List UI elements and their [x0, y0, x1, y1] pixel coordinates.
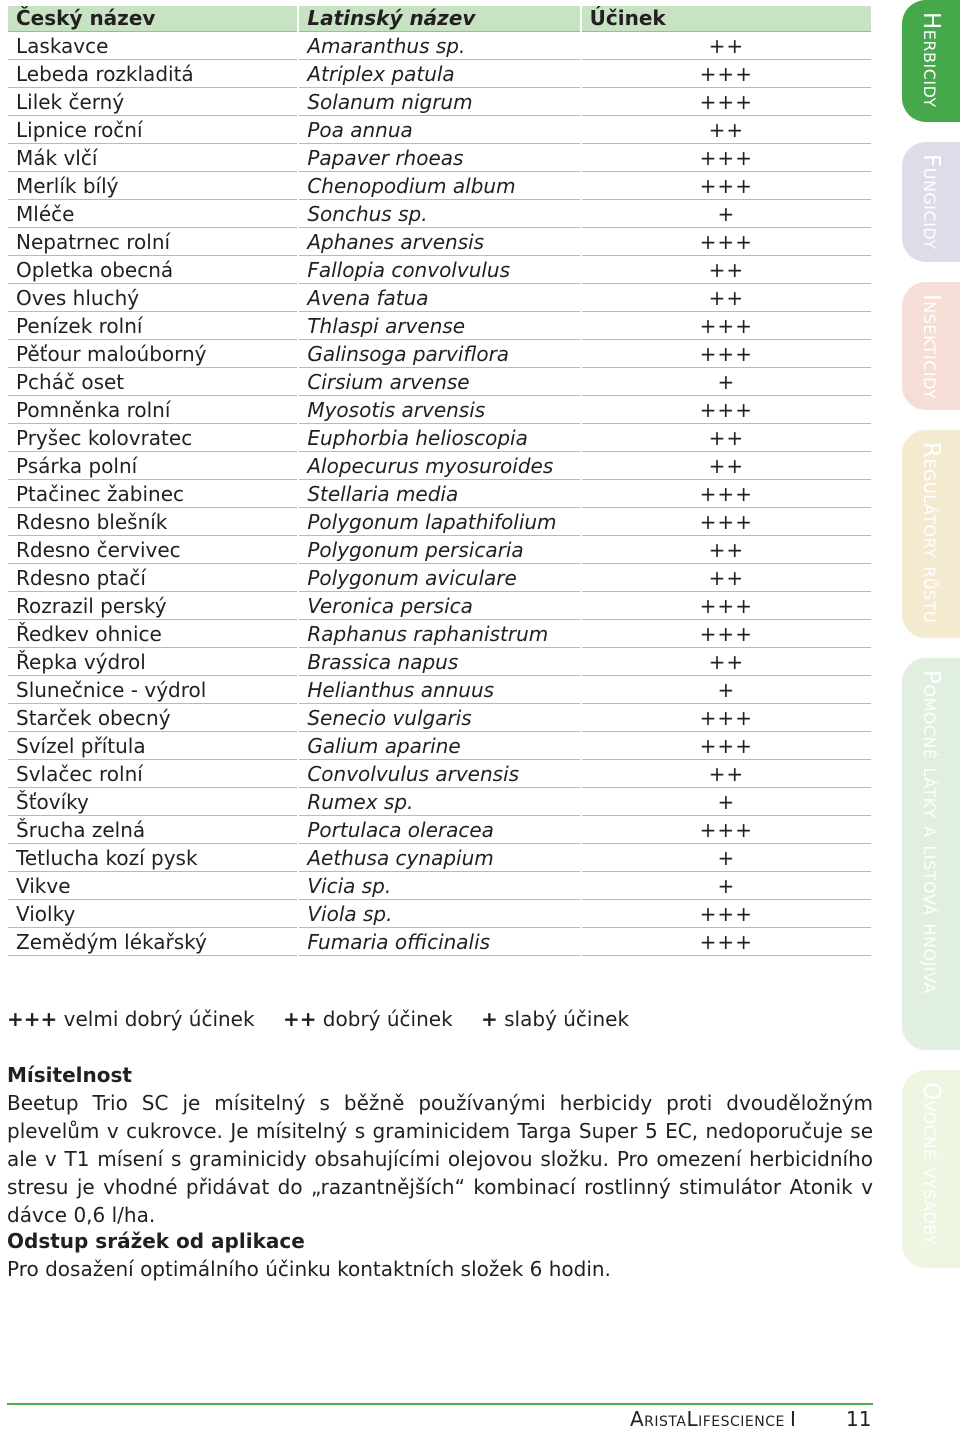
- cell-effect: +: [582, 370, 871, 396]
- table-row: [8, 286, 871, 312]
- cell-effect: ++: [582, 566, 871, 592]
- cell-czech-name: Psárka polní: [8, 454, 297, 480]
- cell-czech-name: Šťovíky: [8, 790, 297, 816]
- table-row: [8, 482, 871, 508]
- rainfast-text: Pro dosažení optimálního účinku kontaktních složek 6 hodin.: [7, 1257, 611, 1281]
- cell-effect: +++: [582, 398, 871, 424]
- cell-czech-name: Ptačinec žabinec: [8, 482, 297, 508]
- cell-latin-name: Sonchus sp.: [299, 202, 579, 228]
- efficacy-legend: [7, 1005, 651, 1033]
- table-row: [8, 790, 871, 816]
- cell-latin-name: Stellaria media: [299, 482, 579, 508]
- tab-fungicides[interactable]: Fungicidy: [902, 142, 960, 262]
- cell-effect: +: [582, 678, 871, 704]
- cell-effect: ++: [582, 286, 871, 312]
- table-row: [8, 538, 871, 564]
- weed-efficacy-table: [6, 4, 873, 958]
- cell-czech-name: Svízel přítula: [8, 734, 297, 760]
- cell-latin-name: Portulaca oleracea: [299, 818, 579, 844]
- cell-czech-name: Merlík bílý: [8, 174, 297, 200]
- cell-effect: ++: [582, 454, 871, 480]
- table-row: [8, 34, 871, 60]
- cell-latin-name: Aphanes arvensis: [299, 230, 579, 256]
- cell-latin-name: Aethusa cynapium: [299, 846, 579, 872]
- cell-latin-name: Amaranthus sp.: [299, 34, 579, 60]
- cell-latin-name: Raphanus raphanistrum: [299, 622, 579, 648]
- cell-effect: ++: [582, 426, 871, 452]
- table-row: [8, 902, 871, 928]
- cell-effect: +++: [582, 146, 871, 172]
- cell-czech-name: Svlačec rolní: [8, 762, 297, 788]
- table-row: [8, 762, 871, 788]
- cell-latin-name: Senecio vulgaris: [299, 706, 579, 732]
- tab-adjuvants-foliar-fertilizers[interactable]: Pomocné látky a listová hnojiva: [902, 658, 960, 1050]
- cell-effect: +++: [582, 818, 871, 844]
- table-row: [8, 118, 871, 144]
- cell-latin-name: Atriplex patula: [299, 62, 579, 88]
- cell-czech-name: Tetlucha kozí pysk: [8, 846, 297, 872]
- cell-latin-name: Fumaria officinalis: [299, 930, 579, 956]
- footer-separator: I: [790, 1407, 796, 1431]
- cell-effect: ++: [582, 538, 871, 564]
- cell-czech-name: Pomněnka rolní: [8, 398, 297, 424]
- cell-latin-name: Papaver rhoeas: [299, 146, 579, 172]
- footer-divider: [7, 1403, 873, 1405]
- cell-czech-name: Starček obecný: [8, 706, 297, 732]
- cell-czech-name: Rozrazil perský: [8, 594, 297, 620]
- table-row: [8, 62, 871, 88]
- table-row: [8, 594, 871, 620]
- cell-effect: +++: [582, 90, 871, 116]
- cell-effect: +++: [582, 342, 871, 368]
- table-row: [8, 734, 871, 760]
- cell-latin-name: Fallopia convolvulus: [299, 258, 579, 284]
- weed-efficacy-table-wrap: [6, 4, 873, 958]
- header-effect: Účinek: [582, 6, 871, 32]
- cell-czech-name: Nepatrnec rolní: [8, 230, 297, 256]
- cell-latin-name: Alopecurus myosuroides: [299, 454, 579, 480]
- table-header-row: [8, 6, 871, 32]
- table-row: [8, 146, 871, 172]
- tab-growth-regulators[interactable]: Regulátory růstu: [902, 430, 960, 638]
- cell-czech-name: Řepka výdrol: [8, 650, 297, 676]
- cell-latin-name: Euphorbia helioscopia: [299, 426, 579, 452]
- cell-effect: +++: [582, 510, 871, 536]
- table-row: [8, 90, 871, 116]
- cell-czech-name: Violky: [8, 902, 297, 928]
- cell-latin-name: Poa annua: [299, 118, 579, 144]
- cell-effect: ++: [582, 650, 871, 676]
- table-row: [8, 706, 871, 732]
- table-row: [8, 370, 871, 396]
- cell-effect: +++: [582, 482, 871, 508]
- table-row: [8, 454, 871, 480]
- cell-czech-name: Opletka obecná: [8, 258, 297, 284]
- cell-latin-name: Helianthus annuus: [299, 678, 579, 704]
- cell-latin-name: Galinsoga parviflora: [299, 342, 579, 368]
- cell-czech-name: Lebeda rozkladitá: [8, 62, 297, 88]
- cell-czech-name: Rdesno ptačí: [8, 566, 297, 592]
- cell-effect: +: [582, 790, 871, 816]
- cell-czech-name: Oves hluchý: [8, 286, 297, 312]
- cell-effect: ++: [582, 762, 871, 788]
- table-row: [8, 874, 871, 900]
- table-row: [8, 846, 871, 872]
- cell-czech-name: Pcháč oset: [8, 370, 297, 396]
- cell-effect: +++: [582, 930, 871, 956]
- cell-czech-name: Pryšec kolovratec: [8, 426, 297, 452]
- footer-brand-logo-text: AristaLifescience: [630, 1407, 785, 1431]
- table-row: [8, 650, 871, 676]
- table-row: [8, 398, 871, 424]
- cell-effect: +: [582, 874, 871, 900]
- table-row: [8, 818, 871, 844]
- cell-czech-name: Penízek rolní: [8, 314, 297, 340]
- legend-item-weak: + slabý účinek: [481, 1007, 630, 1031]
- cell-latin-name: Polygonum aviculare: [299, 566, 579, 592]
- table-row: [8, 426, 871, 452]
- cell-effect: +++: [582, 230, 871, 256]
- cell-czech-name: Mléče: [8, 202, 297, 228]
- table-body: [8, 34, 871, 956]
- cell-latin-name: Viola sp.: [299, 902, 579, 928]
- table-row: [8, 930, 871, 956]
- legend-item-very-good: +++ velmi dobrý účinek: [7, 1007, 255, 1031]
- table-row: [8, 230, 871, 256]
- cell-effect: +++: [582, 734, 871, 760]
- table-row: [8, 510, 871, 536]
- cell-latin-name: Veronica persica: [299, 594, 579, 620]
- cell-czech-name: Zemědým lékařský: [8, 930, 297, 956]
- cell-effect: ++: [582, 258, 871, 284]
- cell-effect: +++: [582, 62, 871, 88]
- cell-effect: ++: [582, 34, 871, 60]
- cell-czech-name: Mák vlčí: [8, 146, 297, 172]
- cell-czech-name: Lilek černý: [8, 90, 297, 116]
- cell-czech-name: Lipnice roční: [8, 118, 297, 144]
- cell-effect: +++: [582, 902, 871, 928]
- tab-insecticides[interactable]: Insekticidy: [902, 282, 960, 410]
- cell-latin-name: Vicia sp.: [299, 874, 579, 900]
- cell-czech-name: Ředkev ohnice: [8, 622, 297, 648]
- cell-czech-name: Rdesno blešník: [8, 510, 297, 536]
- tab-orchards[interactable]: Ovocné výsadby: [902, 1070, 960, 1268]
- cell-latin-name: Myosotis arvensis: [299, 398, 579, 424]
- table-row: [8, 202, 871, 228]
- cell-effect: +: [582, 846, 871, 872]
- cell-effect: ++: [582, 118, 871, 144]
- table-row: [8, 678, 871, 704]
- cell-latin-name: Galium aparine: [299, 734, 579, 760]
- tab-herbicides[interactable]: Herbicidy: [902, 0, 960, 122]
- cell-effect: +++: [582, 314, 871, 340]
- cell-effect: +: [582, 202, 871, 228]
- cell-effect: +++: [582, 622, 871, 648]
- mixability-title: Mísitelnost: [7, 1063, 132, 1087]
- header-czech-name: Český název: [8, 6, 297, 32]
- table-row: [8, 566, 871, 592]
- page-number: 11: [846, 1407, 872, 1431]
- table-row: [8, 314, 871, 340]
- cell-latin-name: Cirsium arvense: [299, 370, 579, 396]
- table-row: [8, 174, 871, 200]
- cell-effect: +++: [582, 706, 871, 732]
- rainfast-title: Odstup srážek od aplikace: [7, 1229, 305, 1253]
- mixability-text: Beetup Trio SC je mísitelný s běžně používanými herbicidy proti dvouděložným plevelům v cukrovce. Je mísitelný s graminicidem Targa Super 5 EC, nedoporučuje se ale v T1 mísení s graminicidy obsahujícími olejovou složku. Pro omezení herbicidního stresu je vhodné přidávat do „razantnějších“ kombinací rostlinný stimulátor Atonik v dávce 0,6 l/ha.: [7, 1091, 873, 1227]
- cell-latin-name: Brassica napus: [299, 650, 579, 676]
- cell-latin-name: Polygonum lapathifolium: [299, 510, 579, 536]
- cell-czech-name: Vikve: [8, 874, 297, 900]
- cell-czech-name: Rdesno červivec: [8, 538, 297, 564]
- cell-latin-name: Polygonum persicaria: [299, 538, 579, 564]
- cell-effect: +++: [582, 174, 871, 200]
- cell-latin-name: Solanum nigrum: [299, 90, 579, 116]
- table-row: [8, 622, 871, 648]
- cell-latin-name: Avena fatua: [299, 286, 579, 312]
- cell-czech-name: Slunečnice - výdrol: [8, 678, 297, 704]
- table-row: [8, 258, 871, 284]
- cell-effect: +++: [582, 594, 871, 620]
- cell-latin-name: Convolvulus arvensis: [299, 762, 579, 788]
- cell-czech-name: Laskavce: [8, 34, 297, 60]
- legend-item-good: ++ dobrý účinek: [282, 1007, 453, 1031]
- header-latin-name: Latinský název: [299, 6, 579, 32]
- table-row: [8, 342, 871, 368]
- cell-czech-name: Šrucha zelná: [8, 818, 297, 844]
- cell-latin-name: Thlaspi arvense: [299, 314, 579, 340]
- cell-czech-name: Pěťour maloúborný: [8, 342, 297, 368]
- cell-latin-name: Rumex sp.: [299, 790, 579, 816]
- cell-latin-name: Chenopodium album: [299, 174, 579, 200]
